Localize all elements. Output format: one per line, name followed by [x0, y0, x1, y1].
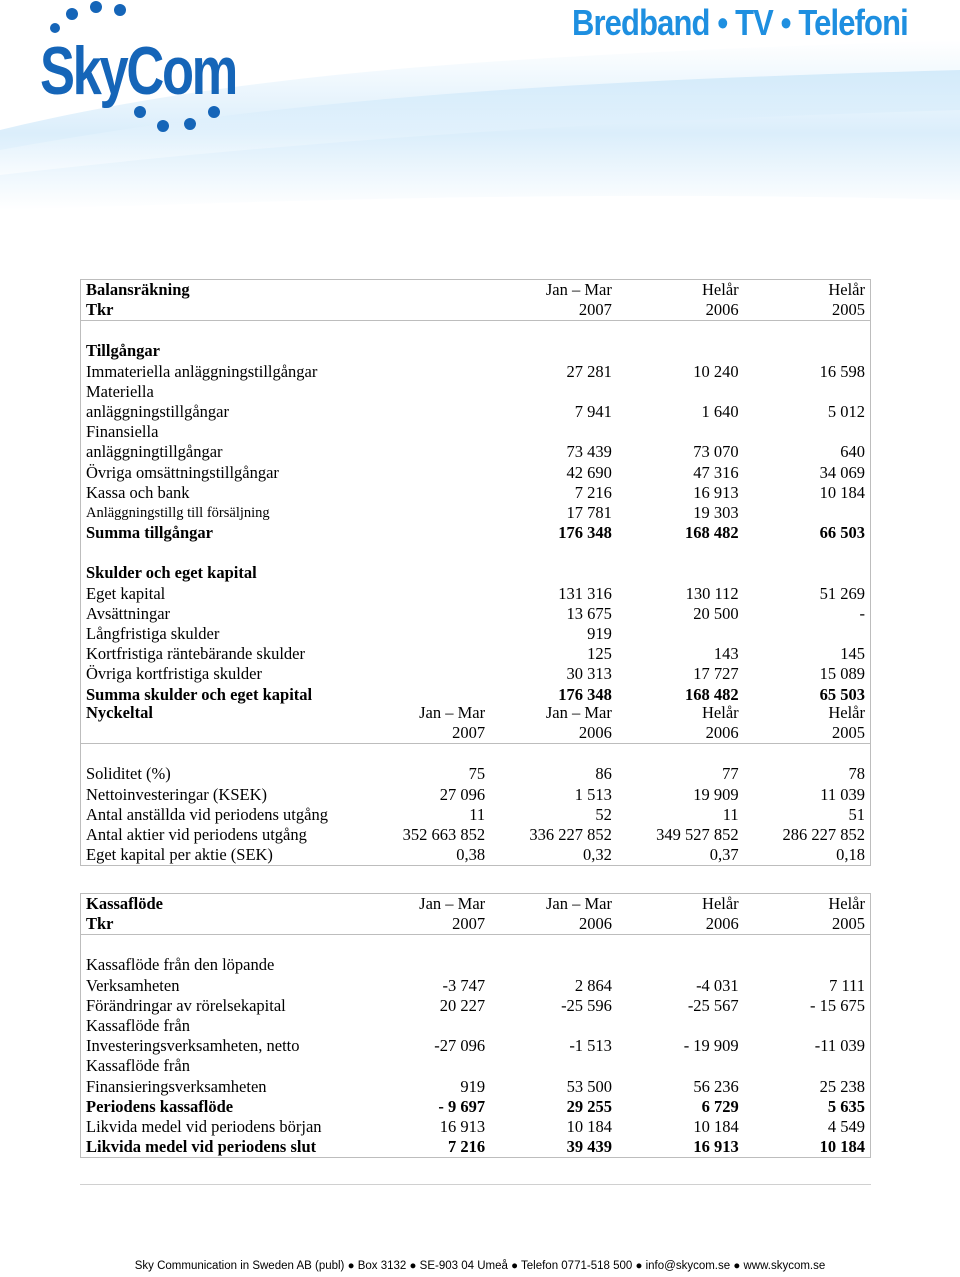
row-label: Finansiella — [86, 422, 159, 442]
logo-dot — [66, 8, 78, 20]
cell-value: 30 313 — [566, 664, 612, 684]
table-row — [81, 644, 871, 664]
cell-value: -3 747 — [442, 975, 486, 995]
cell-value: 0,32 — [583, 845, 612, 865]
cash-flow-title: Kassaflöde — [86, 894, 164, 913]
cell-value: 20 227 — [439, 995, 486, 1015]
table-row — [81, 894, 871, 915]
cell-value: -11 039 — [814, 1036, 865, 1056]
row-label: Kassaflöde från — [86, 1016, 190, 1036]
table-row — [81, 845, 871, 866]
table-row — [81, 703, 871, 723]
cell-value: 42 690 — [566, 462, 612, 482]
section-heading: Tillgångar — [86, 341, 160, 361]
logo-dot — [50, 23, 60, 33]
col-header: Jan – Mar — [419, 703, 486, 722]
cell-value: 17 781 — [566, 503, 612, 523]
col-header: 2005 — [832, 300, 865, 320]
cell-value: - — [859, 603, 865, 623]
row-label: Verksamheten — [86, 975, 180, 995]
cell-value: 77 — [722, 764, 739, 784]
spacer-row — [81, 744, 871, 765]
cell-value: - 15 675 — [810, 995, 865, 1015]
cell-value: 53 500 — [566, 1076, 612, 1096]
row-label: Materiella — [86, 381, 154, 401]
table-row — [81, 914, 871, 935]
table-row — [81, 483, 871, 503]
table-row — [81, 664, 871, 684]
row-label: Likvida medel vid periodens början — [86, 1117, 322, 1137]
cell-value: 7 941 — [574, 402, 612, 422]
cell-value: 16 598 — [819, 361, 865, 381]
cell-value: 25 238 — [819, 1076, 865, 1096]
table-row — [81, 1117, 871, 1137]
cell-value: 286 227 852 — [782, 825, 865, 845]
header-slogan: Bredband • TV • Telefoni — [572, 2, 908, 43]
table-row — [81, 382, 871, 402]
cell-value: 17 727 — [693, 664, 739, 684]
cell-value: 65 503 — [819, 684, 865, 704]
row-label: Långfristiga skulder — [86, 624, 220, 644]
cell-value: 73 070 — [693, 442, 739, 462]
col-header: Helår — [702, 703, 739, 722]
row-label: Likvida medel vid periodens slut — [86, 1137, 317, 1157]
col-header: 2006 — [705, 300, 739, 320]
table-row — [81, 341, 871, 361]
col-header: 2007 — [452, 914, 486, 934]
cell-value: 5 635 — [827, 1096, 865, 1116]
col-header: Jan – Mar — [545, 894, 612, 913]
row-label: anläggningstillgångar — [86, 402, 229, 422]
cell-value: -4 031 — [696, 975, 739, 995]
table-row — [81, 1056, 871, 1076]
cell-value: 56 236 — [693, 1076, 739, 1096]
table-row — [81, 442, 871, 462]
table-row — [81, 1036, 871, 1056]
cell-value: 336 227 852 — [529, 825, 612, 845]
row-label: Eget kapital per aktie (SEK) — [86, 845, 273, 865]
balance-sheet-table — [80, 279, 871, 705]
cell-value: 168 482 — [685, 684, 739, 704]
cell-value: -27 096 — [434, 1036, 486, 1056]
cell-value: 5 012 — [827, 402, 865, 422]
cell-value: - 9 697 — [438, 1096, 486, 1116]
col-header: Jan – Mar — [419, 894, 486, 913]
table-row — [81, 685, 871, 705]
col-header: Helår — [828, 280, 865, 299]
col-header: Jan – Mar — [545, 703, 612, 722]
table-row — [81, 503, 871, 523]
cell-value: 7 111 — [829, 975, 865, 995]
cell-value: 16 913 — [693, 1137, 739, 1157]
row-label: Kassaflöde från den löpande — [86, 955, 275, 975]
cell-value: 143 — [713, 644, 739, 664]
table-row — [81, 362, 871, 382]
cell-value: 13 675 — [566, 603, 612, 623]
cell-value: 130 112 — [685, 583, 739, 603]
table-row — [81, 1077, 871, 1097]
cell-value: 919 — [587, 624, 612, 644]
table-row — [81, 785, 871, 805]
cash-flow-table — [80, 893, 871, 1158]
table-row — [81, 955, 871, 975]
cell-value: 75 — [468, 764, 486, 784]
cell-value: 51 269 — [819, 583, 865, 603]
col-header: Helår — [702, 280, 739, 299]
spacer-row — [81, 543, 871, 563]
logo-dot — [114, 4, 126, 16]
table-row — [81, 624, 871, 644]
key-figures-table — [80, 703, 871, 866]
cell-value — [617, 624, 744, 644]
row-label: Förändringar av rörelsekapital — [86, 995, 286, 1015]
cell-value: 131 316 — [558, 583, 612, 603]
table-row — [81, 805, 871, 825]
cell-value — [744, 503, 871, 523]
logo-dot — [184, 118, 196, 130]
cell-value: 1 640 — [701, 402, 739, 422]
cell-value: 6 729 — [701, 1096, 739, 1116]
balance-title: Balansräkning — [86, 280, 190, 299]
cell-value: 2 864 — [574, 975, 612, 995]
col-header: 2006 — [578, 723, 612, 743]
cell-value: 0,38 — [456, 845, 486, 865]
row-label: Antal aktier vid periodens utgång — [86, 825, 307, 845]
row-label: Anläggningstillg till försäljning — [86, 505, 270, 522]
col-header: Helår — [828, 894, 865, 913]
col-header: 2005 — [832, 914, 865, 934]
cell-value: 11 — [469, 804, 486, 824]
cell-value: 29 255 — [566, 1096, 612, 1116]
cell-value: 86 — [595, 764, 612, 784]
cell-value: 52 — [595, 804, 612, 824]
cell-value: 34 069 — [819, 462, 865, 482]
row-label: Kortfristiga räntebärande skulder — [86, 644, 305, 664]
cell-value: 10 184 — [693, 1117, 739, 1137]
key-figures-title: Nyckeltal — [86, 703, 153, 722]
cell-value: 39 439 — [566, 1137, 612, 1157]
table-row — [81, 764, 871, 784]
table-row — [81, 523, 871, 543]
col-header: 2007 — [452, 723, 486, 743]
cell-value: 1 513 — [574, 784, 612, 804]
cell-value: 10 184 — [819, 1137, 865, 1157]
cell-value: 176 348 — [558, 684, 612, 704]
table-row — [81, 825, 871, 845]
row-label: Övriga kortfristiga skulder — [86, 664, 262, 684]
col-header: Helår — [702, 894, 739, 913]
cell-value: 0,18 — [836, 845, 865, 865]
table-row — [81, 976, 871, 996]
row-label: Immateriella anläggningstillgångar — [86, 361, 318, 381]
cell-value: 11 039 — [820, 784, 865, 804]
cell-value: 47 316 — [693, 462, 739, 482]
cell-value: 16 913 — [693, 482, 739, 502]
row-label: Övriga omsättningstillgångar — [86, 462, 279, 482]
cell-value: 176 348 — [558, 523, 612, 543]
cell-value: 10 184 — [566, 1117, 612, 1137]
table-row — [81, 723, 871, 744]
cell-value: 66 503 — [819, 523, 865, 543]
cell-value: 10 240 — [693, 361, 739, 381]
cell-value: -25 596 — [561, 995, 612, 1015]
cell-value: 145 — [840, 644, 865, 664]
col-header: 2006 — [705, 723, 739, 743]
unit-label: Tkr — [86, 300, 114, 320]
row-label: Kassa och bank — [86, 482, 190, 502]
col-header: 2006 — [578, 914, 612, 934]
table-row — [81, 463, 871, 483]
logo-dot — [90, 1, 102, 13]
cell-value: 11 — [722, 804, 739, 824]
spacer-row — [81, 321, 871, 342]
cell-value: 27 281 — [566, 361, 612, 381]
cell-value: 349 527 852 — [656, 825, 739, 845]
cell-value: 78 — [848, 764, 865, 784]
spacer-row — [81, 935, 871, 956]
divider — [80, 1184, 871, 1185]
cell-value: 19 303 — [693, 503, 739, 523]
cell-value: 73 439 — [566, 442, 612, 462]
row-label: Finansieringsverksamheten — [86, 1076, 267, 1096]
cell-value: 4 549 — [827, 1117, 865, 1137]
table-row — [81, 996, 871, 1016]
table-row — [81, 402, 871, 422]
cell-value: 7 216 — [448, 1137, 486, 1157]
table-row — [81, 1137, 871, 1158]
col-header: Helår — [828, 703, 865, 722]
col-header: 2007 — [578, 300, 612, 320]
table-row — [81, 422, 871, 442]
cell-value: 7 216 — [574, 482, 612, 502]
row-label: Summa tillgångar — [86, 523, 213, 543]
table-row — [81, 584, 871, 604]
row-label: Soliditet (%) — [86, 764, 171, 784]
cell-value: - 19 909 — [683, 1036, 739, 1056]
cell-value — [744, 624, 871, 644]
skycom-logo — [0, 0, 260, 140]
section-heading: Skulder och eget kapital — [86, 563, 257, 583]
logo-text: SkyCom — [40, 33, 236, 109]
cell-value: 0,37 — [709, 845, 739, 865]
row-label: Kassaflöde från — [86, 1056, 190, 1076]
cell-value: 10 184 — [819, 482, 865, 502]
cell-value: -25 567 — [687, 995, 739, 1015]
row-label: anläggningtillgångar — [86, 442, 223, 462]
cell-value: 919 — [460, 1076, 486, 1096]
row-label: Nettoinvesteringar (KSEK) — [86, 784, 267, 804]
cell-value: 15 089 — [819, 664, 865, 684]
unit-label: Tkr — [86, 914, 114, 934]
row-label: Antal anställda vid periodens utgång — [86, 804, 328, 824]
row-label: Summa skulder och eget kapital — [86, 684, 313, 704]
row-label: Investeringsverksamheten, netto — [86, 1036, 300, 1056]
cell-value: -1 513 — [569, 1036, 612, 1056]
cell-value: 19 909 — [693, 784, 739, 804]
cell-value: 168 482 — [685, 523, 739, 543]
row-label: Periodens kassaflöde — [86, 1096, 234, 1116]
row-label: Avsättningar — [86, 603, 171, 623]
cell-value: 125 — [587, 644, 612, 664]
table-row — [81, 1016, 871, 1036]
col-header: Jan – Mar — [545, 280, 612, 299]
cell-value: 20 500 — [693, 603, 739, 623]
table-row — [81, 604, 871, 624]
col-header: 2006 — [705, 914, 739, 934]
cell-value: 51 — [848, 804, 865, 824]
table-row — [81, 300, 871, 321]
cell-value: 352 663 852 — [402, 825, 486, 845]
row-label: Eget kapital — [86, 583, 166, 603]
logo-dot — [157, 120, 169, 132]
table-row — [81, 1097, 871, 1117]
page-footer: Sky Communication in Sweden AB (publ) ● Box 3132 ● SE-903 04 Umeå ● Telefon 0771-518 500 ● info@skycom.se ● www.skycom.se — [134, 1260, 826, 1272]
cell-value: 640 — [840, 442, 865, 462]
page-header — [0, 0, 960, 215]
table-row — [81, 280, 871, 301]
cell-value: 27 096 — [439, 784, 486, 804]
col-header: 2005 — [832, 723, 865, 743]
cell-value: 16 913 — [439, 1117, 486, 1137]
table-row — [81, 563, 871, 583]
